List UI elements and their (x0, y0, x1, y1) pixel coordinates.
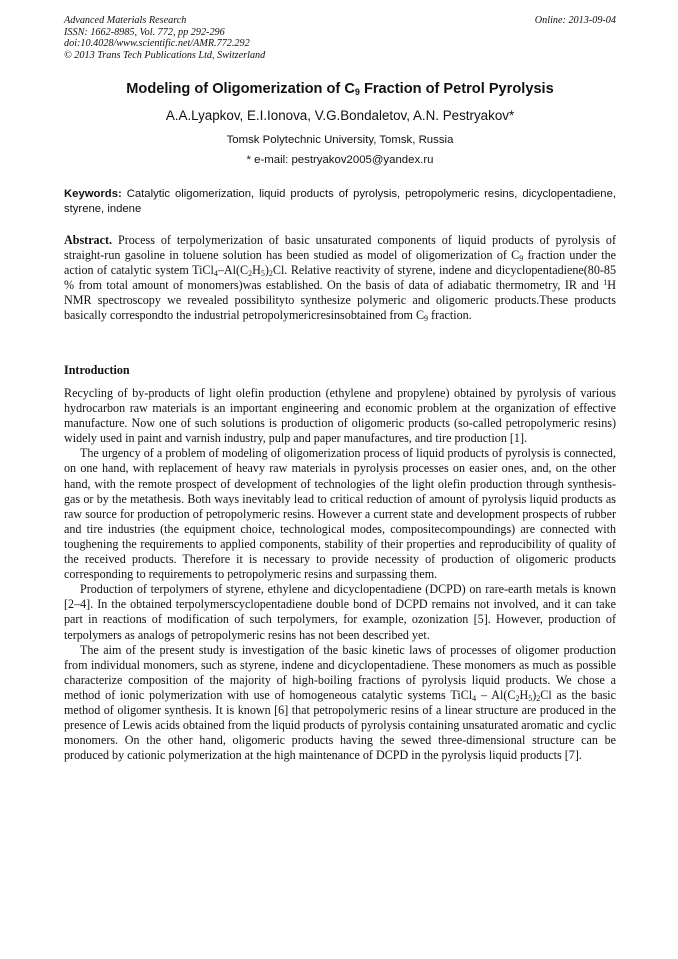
keywords (64, 187, 616, 217)
journal-header (64, 15, 616, 61)
doi-line: doi:10.4028/www.scientific.net/AMR.772.292 (64, 38, 250, 50)
abstract (64, 233, 616, 324)
journal-name: Advanced Materials Research (64, 15, 187, 26)
intro-paragraph-3: Production of terpolymers of styrene, ethylene and dicyclopentadiene (DCPD) on rare-earth metals is known [2–4]. In the obtained terpolymerscyclopentadiene double bond of DCPD remains not involved, and it can take part in reactions of modification of such terpolymers, for example, ozonization [5]. However, production of terpolymers as analogs of petropolymeric resins has not been described yet. (64, 582, 616, 642)
copyright-line: © 2013 Trans Tech Publications Ltd, Switzerland (64, 49, 266, 61)
abstract-paragraph: Abstract. Process of terpolymerization of basic unsaturated components of liquid products of pyrolysis of straight-run gasoline in toluene solution has been studied as model of oligomerization of $C_9$ fraction under the action of catalytic system $TiCl_4-Al(C_2H_5)_2Cl$. Relative reactivity of styrene, indene and dicyclopentadiene(80-85 % from total amount of monomers)was established. On the basis of data of adiabatic thermometry, IR and $^1$H NMR spectroscopy we revealed possibilityto synthesize polymeric and oligomeric products.These products basically correspondto the industrial petropolymericresinsobtained from $C_9$ fraction. (64, 233, 616, 324)
issn-line: ISSN: 1662-8985, Vol. 772, pp 292-296 (64, 26, 225, 38)
introduction-body (64, 386, 616, 763)
affiliation: Tomsk Polytechnic University, Tomsk, Russia (226, 134, 454, 146)
keywords-text: Catalytic oligomerization, liquid products of pyrolysis, petropolymeric resins, dicyclopentadiene, styrene, indene (64, 188, 616, 215)
contact-email: * e-mail: pestryakov2005@yandex.ru (246, 154, 434, 166)
abstract-label: Abstract. (64, 233, 113, 247)
intro-paragraph-2: The urgency of a problem of modeling of oligomerization process of liquid products of pyrolysis is connected, on one hand, with replacement of heavy raw materials in pyrolysis processes on easier ones, and, on the other hand, with the remote prospect of development of technologies of the light olefin production through synthesis-gas or by the metathesis. Both ways inevitably lead to critical reduction of amount of pyrolysis liquid products as raw source for production of petropolymeric resins. However a current state and development prospects of rubber and tire industries (the equipment choice, technological modes, compositecompoundings) are connected with toughening the requirements to applied components, stability of their properties and reproducibility of quality of the received products. Therefore it is necessary to provide necessity of production of oligomeric products corresponding to requirements to petropolymeric resins and surpassing them. (64, 446, 616, 582)
intro-paragraph-4: The aim of the present study is investigation of the basic kinetic laws of processes of oligomer production from individual monomers, such as styrene, indene and dicyclopentadiene. These monomers as much as possible characterize composition of the majority of high-boiling fractions of pyrolysis liquid products. We chose a method of ionic polymerization with use of homogeneous catalytic systems TiCl$_4$ – $Al(C_2H_5)_2Cl$ as the basic method of oligomer synthesis. It is known [6] that petropolymeric resins of a linear structure are produced in the presence of Lewis acids obtained from the liquid products of pyrolysis containing unsaturated aromatic and cyclic monomers. On the other hand, oligomeric products having the sewed three-dimensional structure can be produced by cationic polymerization at the high maintenance of DCPD in the pyrolysis liquid products [7]. (64, 642, 616, 763)
intro-paragraph-1: Recycling of by-products of light olefin production (ethylene and propylene) obtained by pyrolysis of various hydrocarbon raw materials is an important engineering and economic problem at the organization of effective manufacture. Now one of such solutions is production of oligomeric products (so-called petropolymeric resins) widely used in paint and varnish industry, pulp and paper manufactures, and tire production [1]. (64, 386, 616, 446)
keywords-label: Keywords: (64, 188, 122, 200)
introduction-heading: Introduction (64, 363, 130, 377)
online-date: Online: 2013-09-04 (534, 15, 616, 26)
paper-title: Modeling of Oligomerization of $C_9$ Fraction of Petrol Pyrolysis (126, 81, 554, 97)
author-list: A.A.Lyapkov, E.I.Ionova, V.G.Bondaletov, A.N. Pestryakov* (165, 108, 515, 123)
